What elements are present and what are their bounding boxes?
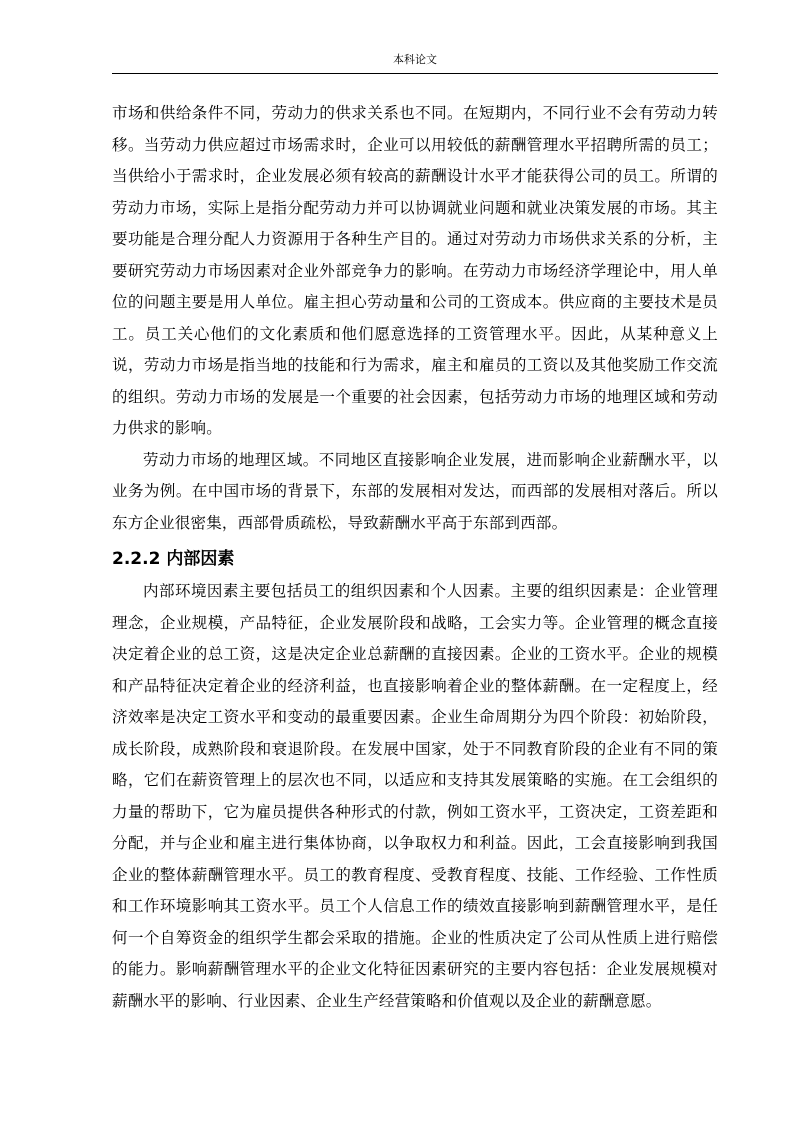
header-divider	[112, 73, 718, 74]
section-heading: 2.2.2 内部因素	[112, 549, 235, 569]
paragraph-geographic-region: 劳动力市场的地理区域。不同地区直接影响企业发展，进而影响企业薪酬水平，以业务为例。在中国市场的背景下，东部的发展相对发达，而西部的发展相对落后。所以东方企业很密集，西部骨质疏松，导致薪酬水平高于东部到西部。	[112, 450, 718, 532]
document-body	[112, 98, 718, 1017]
paragraph-labor-market: 市场和供给条件不同，劳动力的供求关系也不同。在短期内，不同行业不会有劳动力转移。当劳动力供应超过市场需求时，企业可以用较低的薪酬管理水平招聘所需的员工；当供给小于需求时，企业发展必须有较高的薪酬设计水平才能获得公司的员工。所谓的劳动力市场，实际上是指分配劳动力并可以协调就业问题和就业决策发展的市场。其主要功能是合理分配人力资源用于各种生产目的。通过对劳动力市场供求关系的分析，主要研究劳动力市场因素对企业外部竞争力的影响。在劳动力市场经济学理论中，用人单位的问题主要是用人单位。雇主担心劳动量和公司的工资成本。供应商的主要技术是员工。员工关心他们的文化素质和他们愿意选择的工资管理水平。因此，从某种意义上说，劳动力市场是指当地的技能和行为需求，雇主和雇员的工资以及其他奖励工作交流的组织。劳动力市场的发展是一个重要的社会因素，包括劳动力市场的地理区域和劳动力供求的影响。	[112, 104, 718, 437]
paragraph-internal-factors: 内部环境因素主要包括员工的组织因素和个人因素。主要的组织因素是：企业管理理念，企业规模，产品特征，企业发展阶段和战略，工会实力等。企业管理的概念直接决定着企业的总工资，这是决定企业总薪酬的直接因素。企业的工资水平。企业的规模和产品特征决定着企业的经济利益，也直接影响着企业的整体薪酬。在一定程度上，经济效率是决定工资水平和变动的最重要因素。企业生命周期分为四个阶段：初始阶段，成长阶段，成熟阶段和衰退阶段。在发展中国家，处于不同教育阶段的企业有不同的策略，它们在薪资管理上的层次也不同，以适应和支持其发展策略的实施。在工会组织的力量的帮助下，它为雇员提供各种形式的付款，例如工资水平，工资决定，工资差距和分配，并与企业和雇主进行集体协商，以争取权力和利益。因此，工会直接影响到我国企业的整体薪酬管理水平。员工的教育程度、受教育程度、技能、工作经验、工作性质和工作环境影响其工资水平。员工个人信息工作的绩效直接影响到薪酬管理水平，是任何一个自筹资金的组织学生都会采取的措施。企业的性质决定了公司从性质上进行赔偿的能力。影响薪酬管理水平的企业文化特征因素研究的主要内容包括：企业发展规模对薪酬水平的影响、行业因素、企业生产经营策略和价值观以及企业的薪酬意愿。	[112, 582, 718, 1010]
page-header: 本科论文	[393, 53, 437, 66]
